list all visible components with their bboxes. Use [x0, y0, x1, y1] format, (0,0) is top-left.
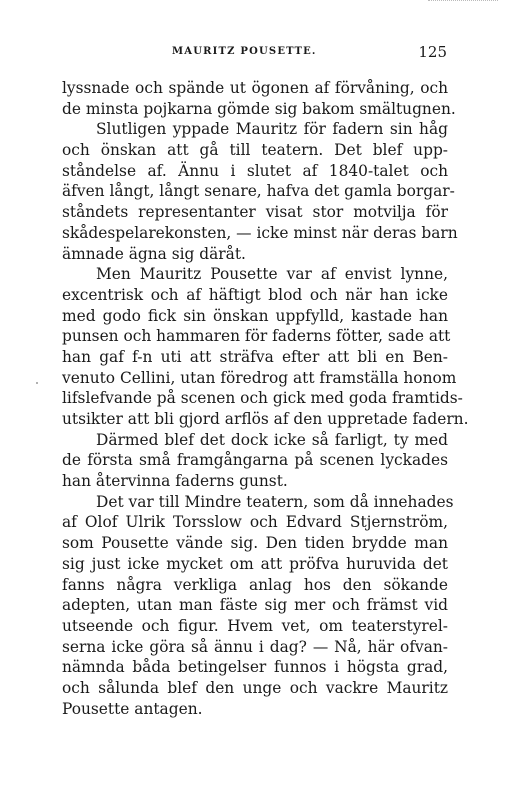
- running-head: MAURITZ POUSETTE.: [172, 46, 317, 57]
- text-line: ståndets representanter visat stor motvilja för: [62, 203, 448, 222]
- text-line: af Olof Ulrik Torsslow och Edvard Stjernström,: [62, 513, 448, 532]
- text-line: Men Mauritz Pousette var af envist lynne,: [96, 265, 448, 284]
- text-line: punsen och hammaren för faderns fötter, sade att: [62, 327, 451, 346]
- text-line: äfven långt, långt senare, hafva det gamla borgar-: [62, 182, 455, 201]
- text-line: utseende och figur. Hvem vet, om teaterstyrel-: [62, 616, 448, 635]
- text-line: excentrisk och af häftigt blod och när han icke: [62, 285, 448, 304]
- text-line: fanns några verkliga anlag hos den sökande: [62, 575, 448, 594]
- scan-artifact: [428, 0, 498, 3]
- page-number: 125: [418, 43, 447, 61]
- text-line: adepten, utan man fäste sig mer och främst vid: [62, 596, 448, 615]
- text-line: Det var till Mindre teatern, som då innehades: [96, 492, 454, 511]
- text-line: nämnda båda betingelser funnos i högsta grad,: [62, 658, 448, 677]
- text-line: lyssnade och spände ut ögonen af förvåning, och: [62, 79, 448, 97]
- text-line: Slutligen yppade Mauritz för fadern sin håg: [96, 120, 448, 139]
- text-line: de minsta pojkarna gömde sig bakom smältugnen.: [62, 99, 456, 118]
- text-line: de första små framgångarna på scenen lyckades: [62, 451, 448, 470]
- page-header: [62, 43, 447, 66]
- text-line: han återvinna faderns gunst.: [62, 472, 288, 491]
- text-line: som Pousette vände sig. Den tiden brydde man: [62, 534, 448, 553]
- body-text: [62, 78, 469, 719]
- text-line: med godo fick sin önskan uppfylld, kastade han: [62, 306, 448, 325]
- text-line: ståndelse af. Ännu i slutet af 1840-talet och: [62, 161, 448, 180]
- text-line: Därmed blef det dock icke så farligt, ty med: [96, 430, 448, 449]
- text-line: Pousette antagen.: [62, 699, 203, 718]
- text-line: lifslefvande på scenen och gick med goda framtids-: [62, 389, 463, 408]
- text-line: serna icke göra så ännu i dag? — Nå, här ofvan-: [62, 637, 448, 656]
- margin-speck: [36, 382, 38, 384]
- text-line: utsikter att bli gjord arflös af den uppretade fadern.: [62, 410, 469, 428]
- text-line: ämnade ägna sig däråt.: [62, 244, 246, 263]
- text-line: sig just icke mycket om att pröfva huruvida det: [62, 554, 448, 573]
- text-line: och sålunda blef den unge och vackre Mauritz: [62, 678, 448, 697]
- text-line: skådespelarekonsten, — icke minst när deras barn: [62, 223, 458, 242]
- text-line: venuto Cellini, utan föredrog att framställa honom: [62, 368, 457, 387]
- text-line: han gaf f-n uti att sträfva efter att bli en Ben-: [62, 347, 448, 366]
- text-line: och önskan att gå till teatern. Det blef upp-: [62, 141, 448, 160]
